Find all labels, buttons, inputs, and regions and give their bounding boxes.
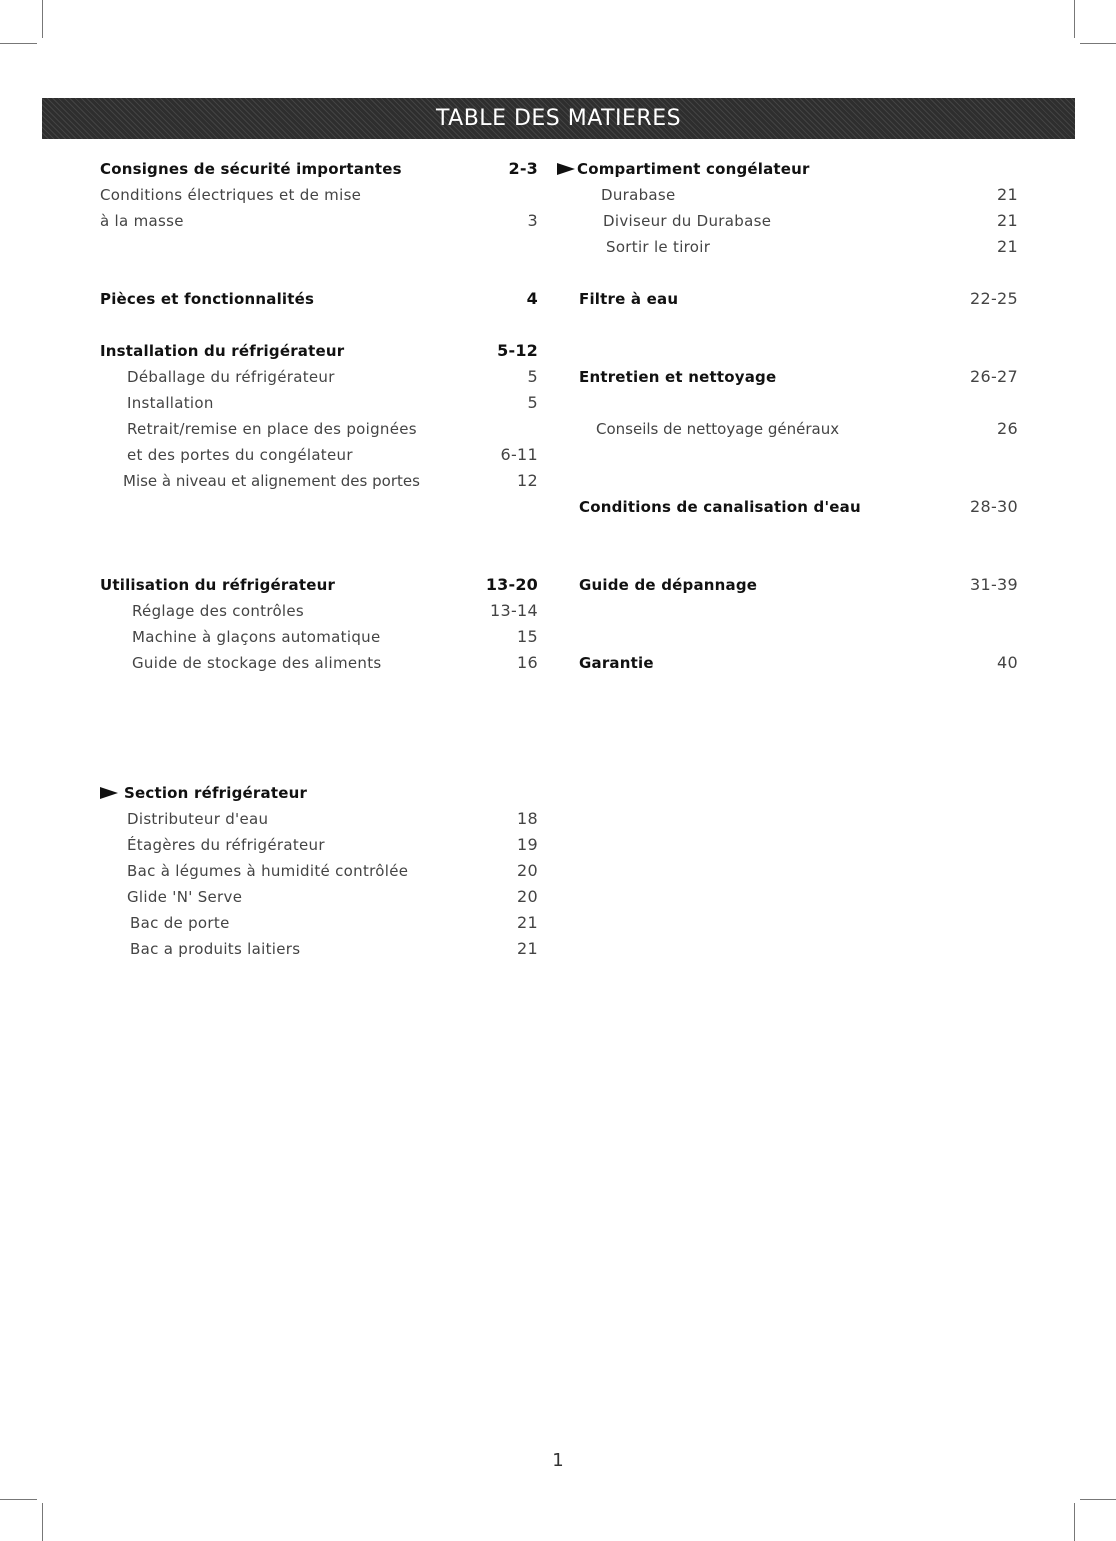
toc-heading-pieces: Pièces et fonctionnalités xyxy=(100,290,315,308)
crop-mark xyxy=(1080,43,1116,44)
toc-item: Conditions électriques et de mise xyxy=(100,186,362,204)
toc-item: Durabase xyxy=(601,186,676,204)
toc-item-page: 16 xyxy=(517,653,538,672)
toc-item-page: 21 xyxy=(517,913,538,932)
toc-item-page: 19 xyxy=(517,835,538,854)
toc-item: Machine à glaçons automatique xyxy=(132,628,381,646)
toc-item: Bac à légumes à humidité contrôlée xyxy=(127,862,409,880)
toc-page-installation: 5-12 xyxy=(497,341,538,360)
toc-page-utilisation: 13-20 xyxy=(485,575,538,594)
toc-item: et des portes du congélateur xyxy=(127,446,353,464)
toc-item-page: 26 xyxy=(997,419,1018,438)
toc-heading-securite: Consignes de sécurité importantes xyxy=(100,160,402,178)
toc-item-page: 20 xyxy=(517,861,538,880)
toc-item: Étagères du réfrigérateur xyxy=(127,836,325,854)
toc-item: Mise à niveau et alignement des portes xyxy=(123,472,420,490)
toc-page-pieces: 4 xyxy=(526,289,538,308)
toc-heading-section-refrigerateur: Section réfrigérateur xyxy=(100,783,307,803)
toc-item-page: 18 xyxy=(517,809,538,828)
toc-item: Distributeur d'eau xyxy=(127,810,269,828)
toc-page-canalisation: 28-30 xyxy=(970,497,1018,516)
toc-page-filtre: 22-25 xyxy=(970,289,1018,308)
toc-page-securite: 2-3 xyxy=(508,159,538,178)
toc-heading-utilisation: Utilisation du réfrigérateur xyxy=(100,576,336,594)
toc-page-garantie: 40 xyxy=(997,653,1018,672)
toc-item: Réglage des contrôles xyxy=(132,602,305,620)
toc-item: Sortir le tiroir xyxy=(606,238,711,256)
crop-mark xyxy=(0,43,37,44)
toc-heading-depannage: Guide de dépannage xyxy=(579,576,758,594)
page-number: 1 xyxy=(552,1450,564,1471)
arrow-right-icon xyxy=(557,163,575,175)
toc-item-page: 5 xyxy=(527,393,538,412)
toc-item-page: 21 xyxy=(517,939,538,958)
toc-heading-congelateur: Compartiment congélateur xyxy=(557,159,810,179)
toc-item-page: 21 xyxy=(997,237,1018,256)
arrow-right-icon xyxy=(100,787,118,799)
toc-item: Guide de stockage des aliments xyxy=(132,654,382,672)
toc-item-page: 6-11 xyxy=(500,445,538,464)
toc-heading-entretien: Entretien et nettoyage xyxy=(579,368,777,386)
page-title: TABLE DES MATIERES xyxy=(435,106,682,131)
toc-item: Installation xyxy=(127,394,214,412)
crop-mark xyxy=(1080,1499,1116,1500)
toc-item-page: 15 xyxy=(517,627,538,646)
toc-heading-canalisation: Conditions de canalisation d'eau xyxy=(579,498,861,516)
toc-item: Diviseur du Durabase xyxy=(603,212,772,230)
toc-item-page: 13-14 xyxy=(490,601,538,620)
toc-heading-installation: Installation du réfrigérateur xyxy=(100,342,345,360)
crop-mark xyxy=(42,1503,43,1541)
title-banner xyxy=(42,98,1075,139)
toc-item-page: 12 xyxy=(517,471,538,490)
toc-page-depannage: 31-39 xyxy=(970,575,1018,594)
toc-item: Conseils de nettoyage généraux xyxy=(596,420,840,438)
crop-mark xyxy=(42,0,43,38)
toc-item: Déballage du réfrigérateur xyxy=(127,368,335,386)
toc-item: Retrait/remise en place des poignées xyxy=(127,420,417,438)
toc-page-entretien: 26-27 xyxy=(970,367,1018,386)
toc-item-page: 21 xyxy=(997,185,1018,204)
toc-item-page: 3 xyxy=(527,211,538,230)
toc-item: Bac a produits laitiers xyxy=(130,940,301,958)
toc-item: Bac de porte xyxy=(130,914,230,932)
toc-item-page: 5 xyxy=(527,367,538,386)
toc-item: à la masse xyxy=(100,212,184,230)
toc-heading-filtre: Filtre à eau xyxy=(579,290,679,308)
toc-heading-garantie: Garantie xyxy=(579,654,654,672)
toc-item: Glide 'N' Serve xyxy=(127,888,243,906)
crop-mark xyxy=(1074,0,1075,38)
toc-item-page: 21 xyxy=(997,211,1018,230)
toc-item-page: 20 xyxy=(517,887,538,906)
crop-mark xyxy=(1074,1503,1075,1541)
crop-mark xyxy=(0,1499,37,1500)
